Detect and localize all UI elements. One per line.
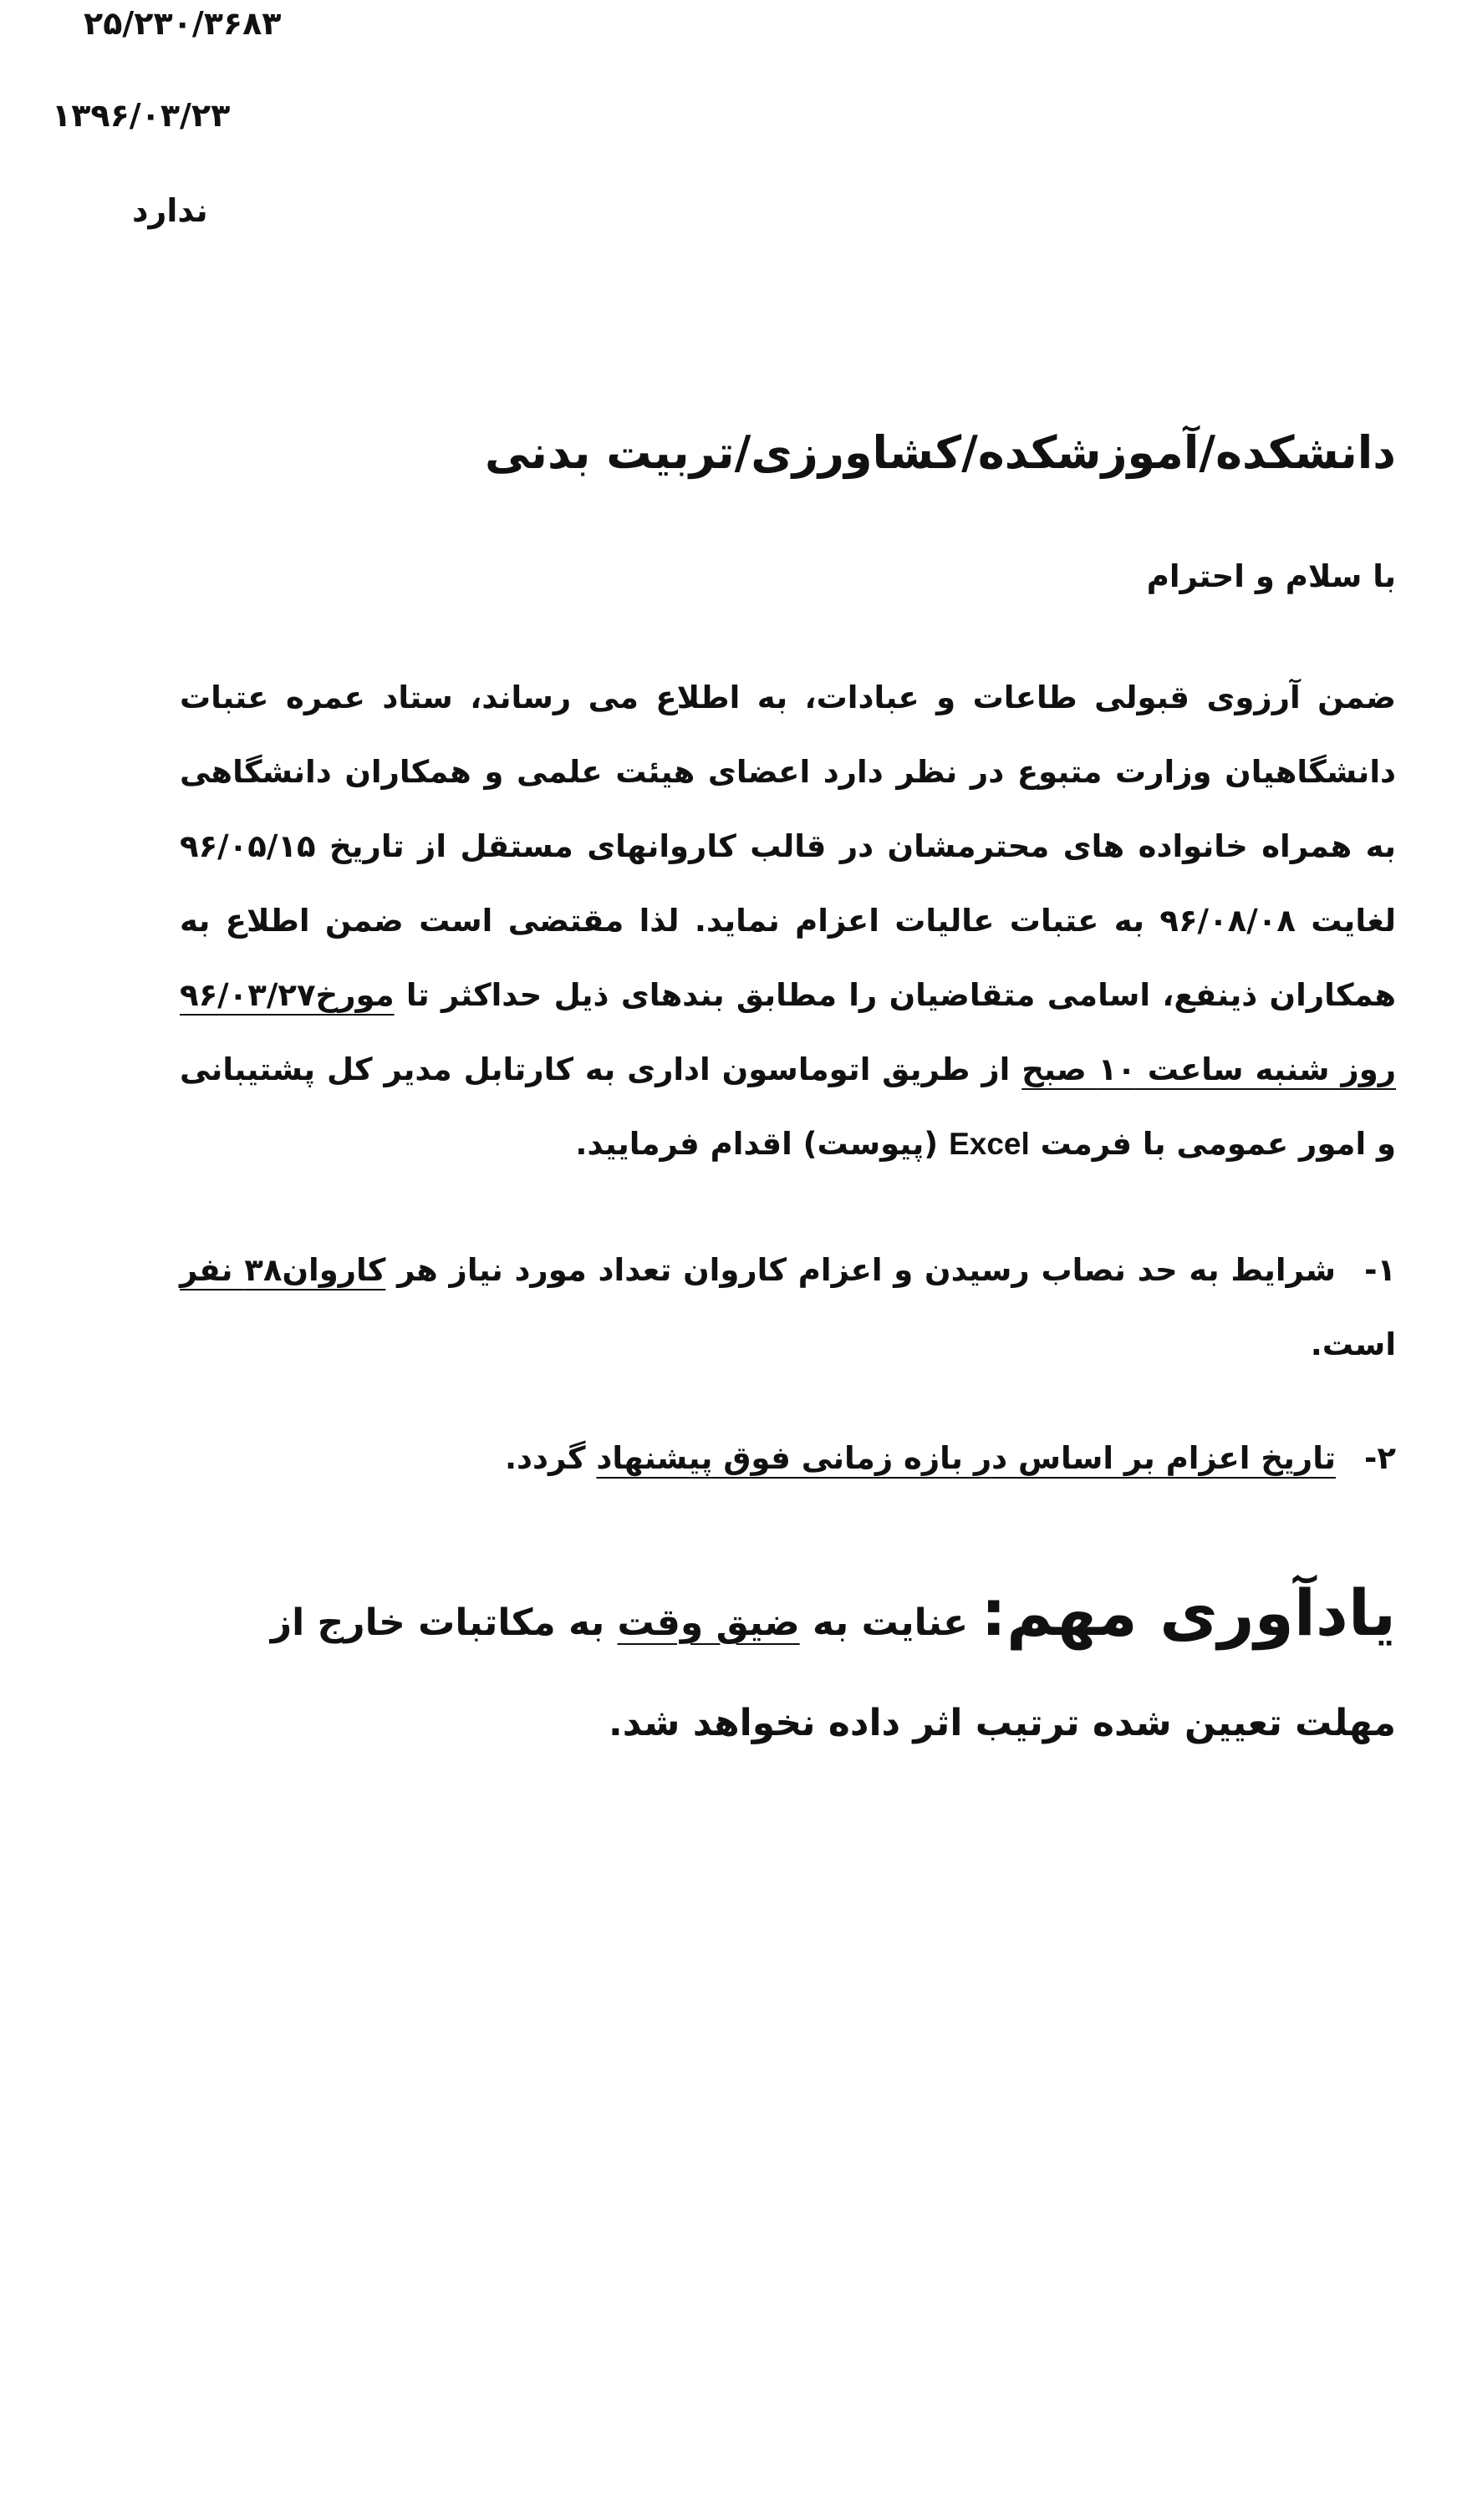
letter-number: ۲۵/۲۳۰/۳۶۸۳	[84, 5, 282, 42]
item-number: ۱-	[1364, 1252, 1397, 1288]
reminder-text-end: به مکاتبات خارج از مهلت تعیین شده ترتیب اثر داده نخواهد شد.	[270, 1601, 1396, 1744]
body-paragraph	[180, 660, 1396, 1181]
letter-attachment: ندارد	[132, 192, 208, 229]
list-item	[180, 1233, 1396, 1382]
deadline-text: مورخ۹۶/۰۳/۲۷ روز شنبه ساعت ۱۰ صبح	[180, 977, 1396, 1087]
list-item	[180, 1421, 1396, 1495]
body-text-part3: (پیوست) اقدام فرمایید.	[575, 1126, 950, 1162]
body-text-part2: از طریق اتوماسون اداری به کارتابل مدیر کل پشتیبانی و امور عمومی با فرمت	[180, 1051, 1396, 1162]
recipient-title: دانشکده/آموزشکده/کشاورزی/تربیت بدنی	[485, 426, 1396, 479]
item-underlined-text: کاروان۳۸ نفر	[180, 1252, 386, 1288]
item-text-end: گردد.	[504, 1440, 597, 1476]
format-name: Excel	[949, 1127, 1030, 1161]
item-underlined-text: تاریخ اعزام بر اساس در بازه زمانی فوق پیشنهاد	[596, 1440, 1336, 1476]
letter-header	[0, 0, 334, 267]
item-number: ۲-	[1364, 1440, 1396, 1476]
reminder-text: عنایت به	[799, 1601, 981, 1644]
item-text-end: است.	[1310, 1326, 1396, 1362]
letter-date: ۱۳۹۶/۰۳/۲۳	[52, 97, 231, 134]
body-text-part1: ضمن آرزوی قبولی طاعات و عبادات، به اطلاع می رساند، ستاد عمره عتبات دانشگاهیان وزارت متبوع در نظر دارد اعضای هیئت علمی و همکاران دانشگاهی به همراه خانواده های محترمشان در قالب کاروانهای مستقل از تاریخ ۹۶/۰۵/۱۵ لغایت ۹۶/۰۸/۰۸ به عتبات عالیات اعزام نماید. لذا مقتضی است ضمن اطلاع به همکاران ذینفع، اسامی متقاضیان را مطابق بندهای ذیل حداکثر تا	[180, 680, 1396, 1013]
item-text: شرایط به حد نصاب رسیدن و اعزام کاروان تعداد مورد نیاز هر	[385, 1252, 1337, 1288]
reminder-label: یادآوری مهم:	[981, 1576, 1396, 1650]
important-reminder	[180, 1563, 1396, 1774]
reminder-underlined-text: ضیق وقت	[617, 1601, 800, 1644]
greeting: با سلام و احترام	[1146, 558, 1396, 594]
